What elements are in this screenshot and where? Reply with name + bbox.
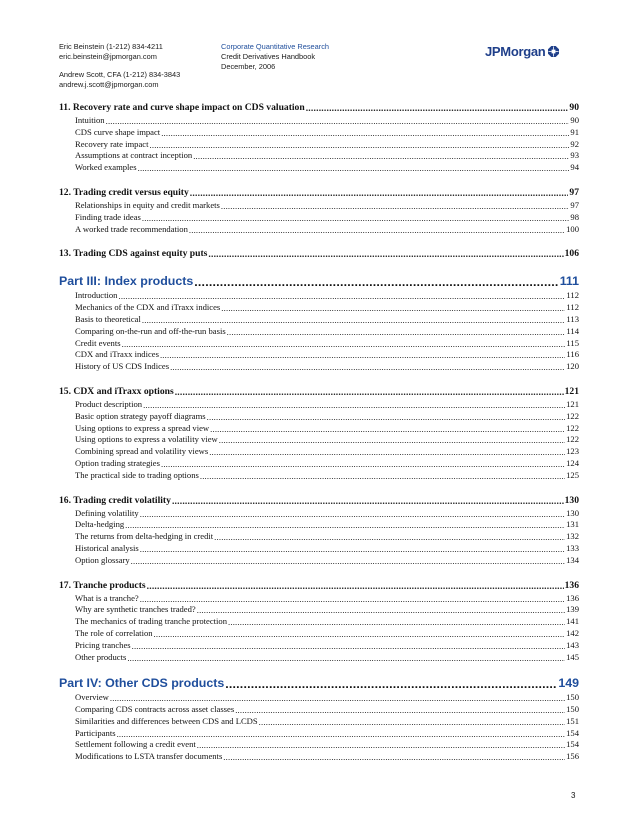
dot-leader (140, 594, 565, 603)
toc-part-title: Part IV: Other CDS products (59, 676, 225, 691)
toc-entry[interactable] (59, 361, 579, 373)
dot-leader (122, 339, 566, 348)
toc-entry-page: 112 (566, 290, 579, 301)
dot-leader (235, 705, 565, 714)
toc-entry-title: Using options to express a spread view (75, 422, 210, 433)
dot-leader (175, 386, 564, 396)
author2-phone: Andrew Scott, CFA (1-212) 834-3843 (59, 70, 181, 79)
toc-chapter[interactable] (59, 579, 579, 593)
toc-entry[interactable] (59, 519, 579, 531)
toc-entry-page: 113 (566, 313, 579, 324)
toc-entry-page: 133 (566, 542, 579, 553)
dot-leader (219, 435, 565, 444)
toc-entry-page: 90 (570, 115, 579, 125)
toc-entry[interactable] (59, 399, 579, 411)
toc-entry-page: 121 (566, 398, 579, 409)
department-label: Corporate Quantitative Research (221, 42, 330, 51)
dot-leader (131, 556, 565, 565)
author1-email[interactable]: eric.beinstein@jpmorgan.com (59, 52, 157, 61)
toc-entry-title: A worked trade recommendation (75, 223, 188, 234)
toc-entry-page: 150 (566, 692, 579, 703)
toc-entry-title: Delta-hedging (75, 519, 125, 530)
toc-chapter-page: 121 (564, 385, 579, 397)
toc-entry-title: The returns from delta-hedging in credit (75, 531, 214, 542)
toc-entry[interactable] (59, 290, 579, 302)
dot-leader (223, 752, 565, 761)
toc-entry[interactable] (59, 739, 579, 751)
toc-entry[interactable] (59, 458, 579, 470)
toc-entry[interactable] (59, 314, 579, 326)
toc-entry-title: Relationships in equity and credit markets (75, 199, 220, 210)
toc-entry-title: History of US CDS Indices (75, 361, 170, 372)
dot-leader (142, 315, 566, 324)
toc-entry-title: What is a tranche? (75, 592, 139, 603)
dot-leader (200, 471, 565, 480)
author1-phone: Eric Beinstein (1-212) 834-4211 (59, 42, 163, 51)
toc-entry-title: Why are synthetic tranches traded? (75, 604, 196, 615)
dot-leader (172, 495, 564, 505)
toc-entry-title: Finding trade ideas (75, 211, 141, 222)
toc-entry-title: Participants (75, 727, 116, 738)
dot-leader (259, 717, 565, 726)
toc-entry[interactable] (59, 593, 579, 605)
dot-leader (207, 412, 565, 421)
toc-entry[interactable] (59, 150, 579, 162)
toc-entry-page: 145 (566, 651, 579, 662)
report-date: December, 2006 (221, 62, 276, 71)
toc-entry-title: Option glossary (75, 554, 130, 565)
toc-entry-title: The role of correlation (75, 627, 153, 638)
toc-entry[interactable] (59, 326, 579, 338)
toc-entry-title: Comparing on-the-run and off-the-run basis (75, 325, 226, 336)
toc-entry[interactable] (59, 423, 579, 435)
toc-entry-title: Comparing CDS contracts across asset classes (75, 704, 235, 715)
logo-text: JPMorgan (485, 44, 546, 59)
toc-entry-title: Worked examples (75, 162, 137, 173)
dot-leader (190, 187, 569, 197)
toc-entry-page: 134 (566, 554, 579, 565)
dot-leader (132, 641, 566, 650)
toc-entry-page: 123 (566, 446, 579, 457)
toc-entry[interactable] (59, 162, 579, 174)
toc-entry-page: 112 (566, 302, 579, 313)
dot-leader (197, 605, 565, 614)
toc-entry-page: 94 (570, 162, 579, 173)
dot-leader (140, 544, 565, 553)
toc-entry[interactable] (59, 531, 579, 543)
toc-entry-page: 98 (570, 211, 579, 222)
toc-entry-page: 115 (566, 337, 579, 348)
toc-entry-title: Intuition (75, 115, 105, 125)
toc-chapter-page: 130 (564, 494, 579, 506)
dot-leader (194, 274, 558, 286)
toc-entry-page: 150 (566, 704, 579, 715)
toc-entry-title: Assumptions at contract inception (75, 150, 193, 161)
toc-entry-title: Product description (75, 398, 143, 409)
toc-entry[interactable] (59, 716, 579, 728)
toc-chapter-title: 13. Trading CDS against equity puts (59, 248, 208, 260)
toc-entry[interactable] (59, 628, 579, 640)
dot-leader (197, 740, 565, 749)
toc-chapter[interactable] (59, 494, 579, 508)
toc-entry-page: 156 (566, 751, 579, 762)
dot-leader (225, 676, 557, 688)
toc-entry-title: Introduction (75, 290, 118, 301)
toc-entry-page: 122 (566, 410, 579, 421)
dot-leader (110, 693, 565, 702)
toc-entry-page: 142 (566, 627, 579, 638)
author-block (59, 42, 180, 90)
toc-entry-page: 120 (566, 361, 579, 372)
toc-part[interactable] (59, 273, 579, 290)
toc-chapter-page: 106 (564, 248, 579, 260)
toc-chapter[interactable] (59, 385, 579, 399)
toc-entry[interactable] (59, 411, 579, 423)
toc-chapter-page: 90 (569, 102, 579, 113)
toc-entry[interactable] (59, 349, 579, 361)
toc-entry-page: 154 (566, 739, 579, 750)
toc-entry-title: Mechanics of the CDX and iTraxx indices (75, 302, 221, 313)
dot-leader (118, 291, 565, 300)
toc-chapter-title: 11. Recovery rate and curve shape impact on CDS valuation (59, 102, 305, 113)
toc-entry-title: Settlement following a credit event (75, 739, 196, 750)
dot-leader (210, 424, 565, 433)
toc-entry-page: 143 (566, 639, 579, 650)
toc-entry-page: 124 (566, 457, 579, 468)
toc-entry[interactable] (59, 616, 579, 628)
author2-email[interactable]: andrew.j.scott@jpmorgan.com (59, 80, 159, 89)
toc-entry[interactable] (59, 212, 579, 224)
toc-entry[interactable] (59, 543, 579, 555)
dot-leader (189, 225, 565, 234)
toc-entry-page: 93 (570, 150, 579, 161)
dot-leader (150, 140, 570, 149)
toc-entry-title: Credit events (75, 337, 121, 348)
toc-entry-title: Defining volatility (75, 507, 139, 518)
toc-entry[interactable] (59, 434, 579, 446)
dot-leader (127, 653, 565, 662)
toc-entry-title: The practical side to trading options (75, 469, 199, 480)
toc-entry-title: CDX and iTraxx indices (75, 349, 159, 360)
toc-chapter-page: 136 (564, 579, 579, 591)
toc-entry-title: Basic option strategy payoff diagrams (75, 410, 206, 421)
toc-entry[interactable] (59, 302, 579, 314)
dot-leader (306, 102, 569, 112)
toc-entry-page: 141 (566, 616, 579, 627)
dot-leader (147, 580, 564, 590)
toc-entry-title: Other products (75, 651, 127, 662)
toc-entry[interactable] (59, 692, 579, 704)
toc-entry[interactable] (59, 115, 579, 127)
toc-entry-page: 100 (566, 223, 579, 234)
toc-entry[interactable] (59, 446, 579, 458)
dot-leader (138, 163, 570, 172)
toc-entry-title: Basis to theoretical (75, 313, 141, 324)
toc-entry-page: 92 (570, 138, 579, 149)
toc-chapter-page: 97 (569, 186, 579, 198)
toc-entry-page: 122 (566, 422, 579, 433)
toc-entry-title: Pricing tranches (75, 639, 131, 650)
toc-entry-title: Modifications to LSTA transfer documents (75, 751, 223, 762)
toc-entry-page: 151 (566, 715, 579, 726)
document-title: Credit Derivatives Handbook (221, 52, 316, 61)
toc-entry-page: 130 (566, 507, 579, 518)
toc-part-page: 149 (558, 676, 579, 691)
jpmorgan-logo (485, 44, 559, 59)
toc-entry[interactable] (59, 127, 579, 139)
toc-entry-page: 125 (566, 469, 579, 480)
toc-entry-title: Using options to express a volatility view (75, 434, 218, 445)
page-number: 3 (571, 791, 576, 800)
toc-entry[interactable] (59, 751, 579, 763)
dot-leader (117, 729, 566, 738)
toc-entry-page: 154 (566, 727, 579, 738)
toc-entry-title: Combining spread and volatility views (75, 446, 209, 457)
toc-entry[interactable] (59, 604, 579, 616)
toc-entry[interactable] (59, 470, 579, 482)
toc-entry[interactable] (59, 728, 579, 740)
toc-entry[interactable] (59, 338, 579, 350)
dot-leader (208, 248, 563, 258)
dot-leader (193, 151, 569, 160)
dot-leader (142, 213, 570, 222)
toc-entry-title: Similarities and differences between CDS and LCDS (75, 715, 258, 726)
toc-entry-title: CDS curve shape impact (75, 126, 161, 137)
table-of-contents (59, 101, 579, 763)
dot-leader (161, 128, 569, 137)
toc-entry[interactable] (59, 704, 579, 716)
toc-entry-page: 132 (566, 531, 579, 542)
dot-leader (143, 400, 565, 409)
octagon-logo-icon (548, 46, 559, 57)
toc-chapter[interactable] (59, 101, 579, 115)
toc-entry[interactable] (59, 508, 579, 520)
toc-entry[interactable] (59, 555, 579, 567)
toc-entry-page: 139 (566, 604, 579, 615)
toc-entry-page: 114 (566, 325, 579, 336)
toc-part-page: 111 (559, 274, 579, 289)
toc-entry[interactable] (59, 224, 579, 236)
dot-leader (221, 303, 565, 312)
toc-entry-title: The mechanics of trading tranche protection (75, 616, 227, 627)
dot-leader (170, 362, 565, 371)
dot-leader (154, 629, 566, 638)
toc-entry-page: 131 (566, 519, 579, 530)
toc-chapter-title: 15. CDX and iTraxx options (59, 385, 174, 397)
dot-leader (125, 520, 565, 529)
report-info (221, 42, 329, 72)
dot-leader (160, 350, 565, 359)
toc-entry[interactable] (59, 652, 579, 664)
toc-entry-page: 136 (566, 592, 579, 603)
dot-leader (161, 459, 565, 468)
toc-entry[interactable] (59, 139, 579, 151)
toc-entry-title: Historical analysis (75, 542, 139, 553)
dot-leader (221, 201, 570, 210)
toc-chapter-title: 17. Tranche products (59, 579, 146, 591)
toc-chapter[interactable] (59, 247, 579, 261)
toc-part-title: Part III: Index products (59, 274, 194, 289)
toc-entry-page: 97 (570, 199, 579, 210)
dot-leader (227, 327, 566, 336)
toc-chapter-title: 12. Trading credit versus equity (59, 186, 189, 198)
dot-leader (214, 532, 565, 541)
toc-entry-page: 116 (566, 349, 579, 360)
toc-entry-title: Option trading strategies (75, 457, 160, 468)
toc-entry[interactable] (59, 640, 579, 652)
toc-entry-page: 122 (566, 434, 579, 445)
toc-entry-title: Overview (75, 692, 109, 703)
toc-entry[interactable] (59, 200, 579, 212)
toc-chapter[interactable] (59, 186, 579, 200)
toc-part[interactable] (59, 675, 579, 692)
toc-entry-page: 91 (570, 126, 579, 137)
dot-leader (209, 447, 565, 456)
toc-entry-title: Recovery rate impact (75, 138, 149, 149)
dot-leader (228, 617, 565, 626)
dot-leader (106, 116, 570, 125)
toc-chapter-title: 16. Trading credit volatility (59, 494, 171, 506)
dot-leader (140, 509, 565, 518)
